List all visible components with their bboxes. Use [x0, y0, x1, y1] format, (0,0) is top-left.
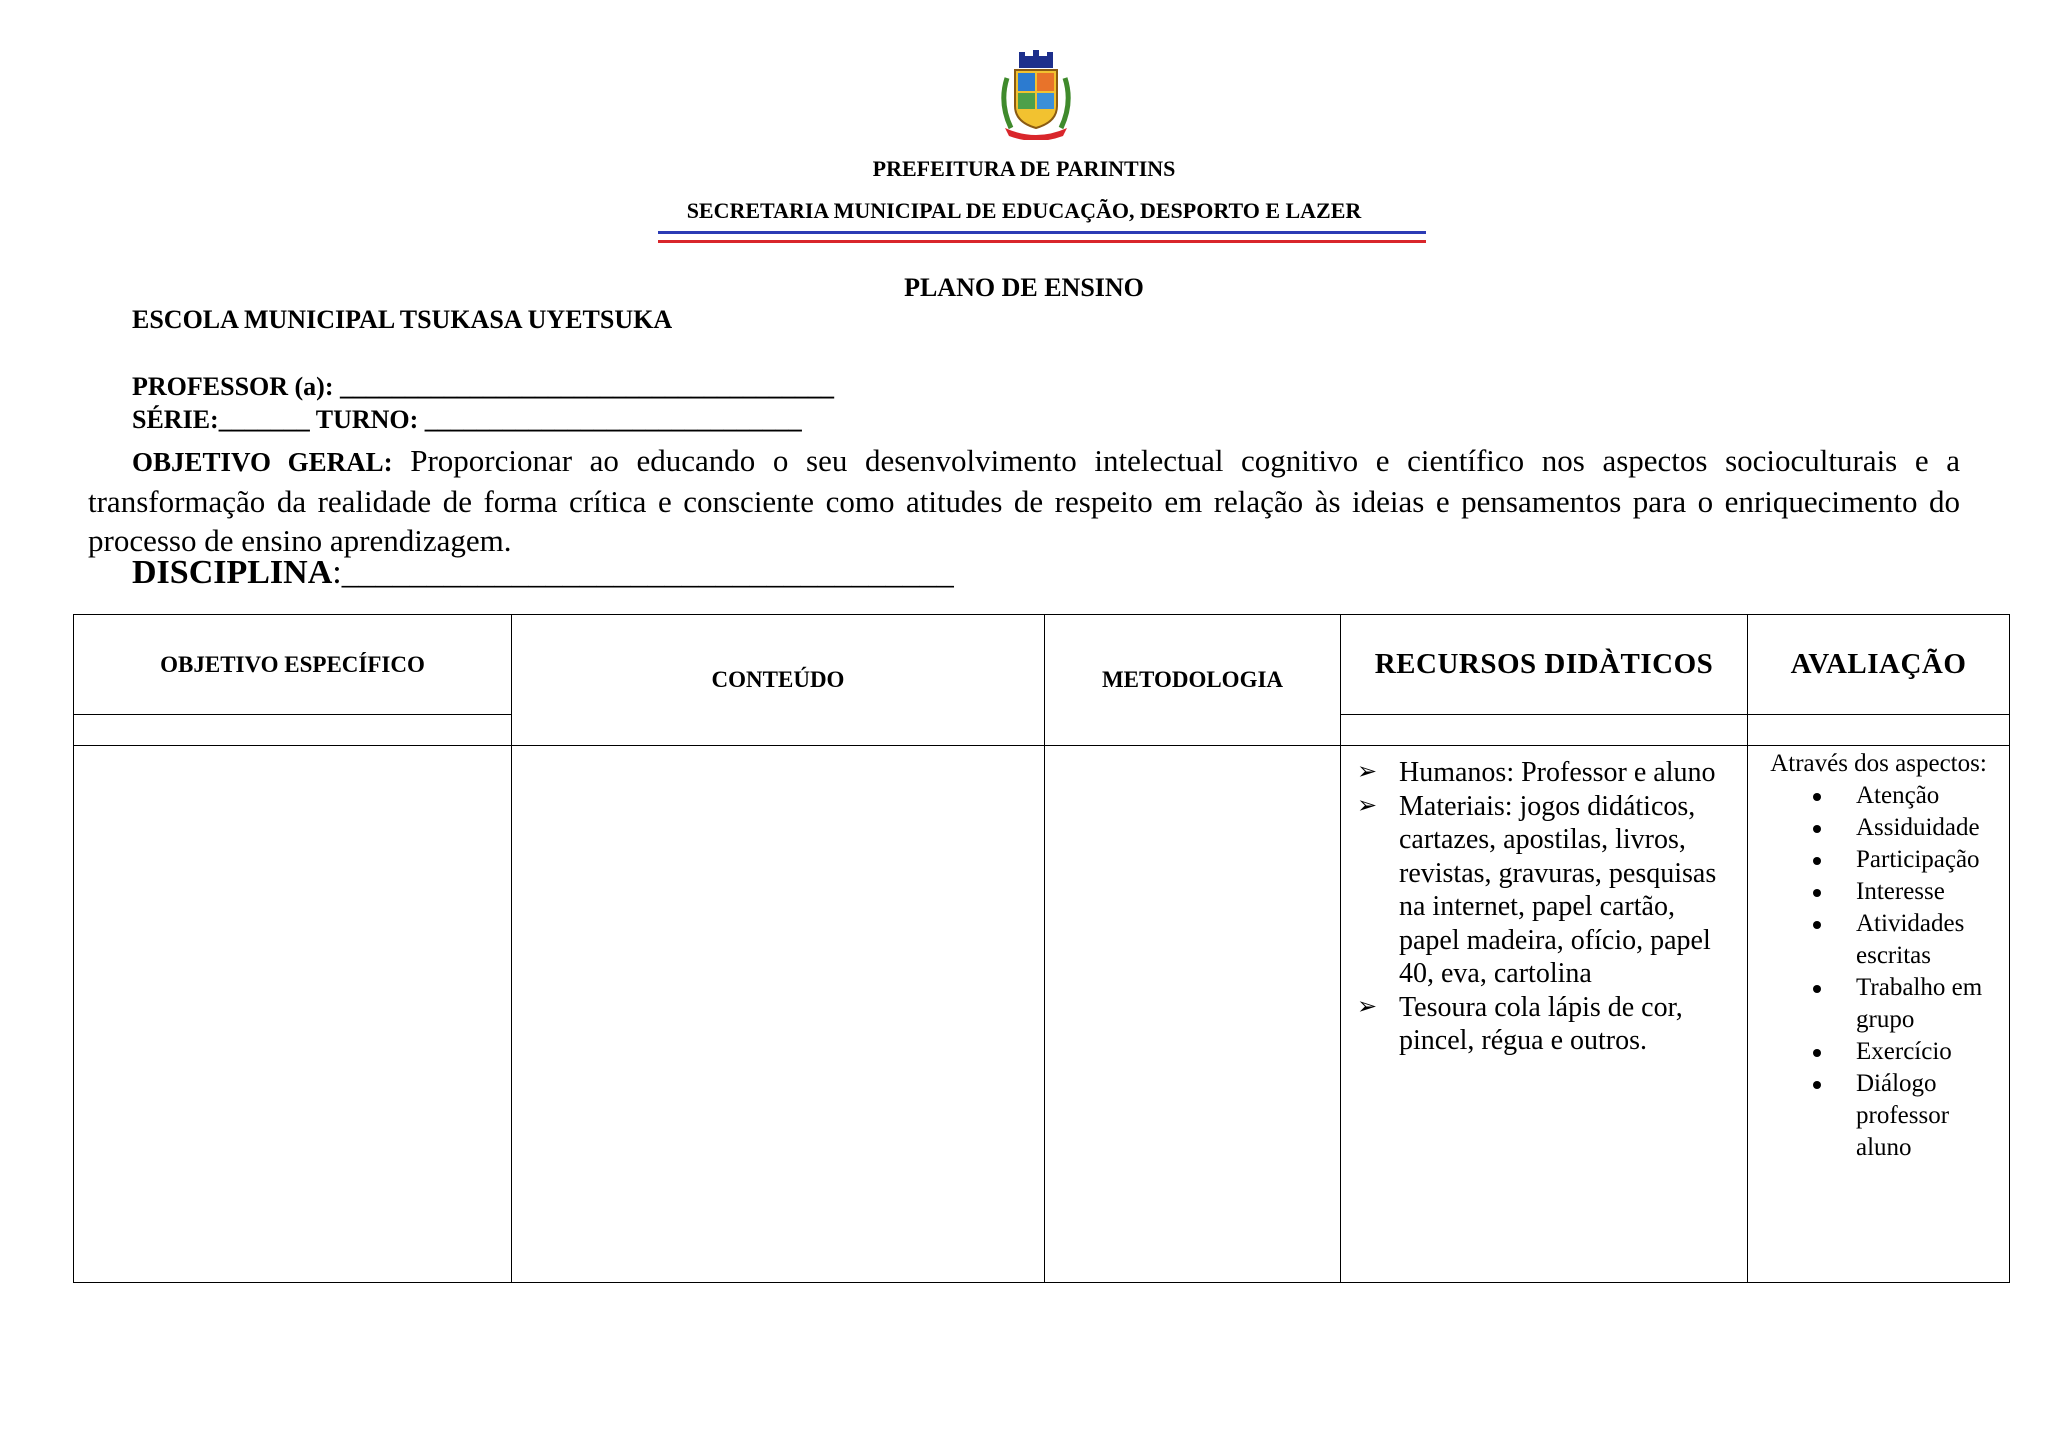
list-item-text: Participação	[1856, 846, 1980, 873]
list-item-text: Atividades escritas	[1856, 910, 1965, 969]
department-name: SECRETARIA MUNICIPAL DE EDUCAÇÃO, DESPORTO E LAZER	[686, 198, 1362, 223]
list-item	[1357, 790, 1729, 991]
serie-turno-field: SÉRIE:_______ TURNO: _____________________________	[132, 405, 802, 434]
metodologia-cell	[1045, 746, 1341, 1283]
discipline-blank: :____________________________________	[332, 554, 954, 591]
general-objective-label: OBJETIVO GERAL:	[132, 447, 393, 477]
objetivo-subheader-cell	[74, 715, 512, 746]
bullet-dot-icon	[1813, 921, 1821, 929]
list-item-text: Diálogo professor aluno	[1856, 1070, 1950, 1161]
avaliacao-list	[1748, 780, 2009, 1164]
arrow-bullet-icon: ➢	[1357, 993, 1378, 1020]
header-avaliacao: AVALIAÇÃO	[1748, 615, 2010, 715]
list-item-text: Atenção	[1856, 782, 1940, 809]
list-item	[1856, 780, 1999, 812]
header-recursos-didaticos: RECURSOS DIDÀTICOS	[1341, 615, 1748, 715]
list-item-text: Humanos: Professor e aluno	[1399, 757, 1716, 788]
recursos-list	[1341, 746, 1747, 1058]
list-item	[1357, 991, 1729, 1058]
avaliacao-cell	[1748, 746, 2010, 1283]
list-item	[1856, 876, 1999, 908]
header-rule-red	[658, 240, 1426, 243]
avaliacao-intro: Através dos aspectos:	[1770, 750, 1987, 777]
list-item	[1856, 1068, 1999, 1164]
list-item-text: Interesse	[1856, 878, 1945, 905]
bullet-dot-icon	[1813, 1049, 1821, 1057]
list-item	[1856, 812, 1999, 844]
arrow-bullet-icon: ➢	[1357, 759, 1378, 785]
coat-of-arms-icon	[997, 48, 1075, 140]
list-item-text: Assiduidade	[1856, 814, 1980, 841]
list-item	[1357, 756, 1729, 790]
list-item-text: Exercício	[1856, 1038, 1952, 1065]
list-item-text: Trabalho em grupo	[1856, 974, 1983, 1033]
objetivo-cell	[74, 746, 512, 1283]
general-objective	[88, 441, 1960, 560]
document-title: PLANO DE ENSINO	[904, 273, 1144, 302]
conteudo-cell	[512, 746, 1045, 1283]
bullet-dot-icon	[1813, 1081, 1821, 1089]
school-name: ESCOLA MUNICIPAL TSUKASA UYETSUKA	[132, 305, 673, 334]
recursos-cell	[1341, 746, 1748, 1283]
header-metodologia: METODOLOGIA	[1045, 615, 1341, 746]
arrow-bullet-icon: ➢	[1357, 792, 1378, 819]
header-objetivo-especifico: OBJETIVO ESPECÍFICO	[74, 615, 512, 715]
bullet-dot-icon	[1813, 985, 1821, 993]
bullet-dot-icon	[1813, 825, 1821, 833]
list-item	[1856, 908, 1999, 972]
professor-field: PROFESSOR (a): ______________________________________	[132, 372, 834, 401]
organization-name: PREFEITURA DE PARINTINS	[872, 156, 1176, 181]
bullet-dot-icon	[1813, 889, 1821, 897]
discipline-label: DISCIPLINA	[132, 554, 333, 591]
list-item	[1856, 1036, 1999, 1068]
bullet-dot-icon	[1813, 793, 1821, 801]
teaching-plan-table	[73, 614, 2010, 1283]
header-rule-blue	[658, 231, 1426, 234]
discipline-field	[132, 554, 954, 592]
header-conteudo: CONTEÚDO	[512, 615, 1045, 746]
list-item	[1856, 972, 1999, 1036]
recursos-subheader-cell	[1341, 715, 1748, 746]
list-item-text: Materiais: jogos didáticos, cartazes, apostilas, livros, revistas, gravuras, pesquisas na internet, papel cartão, papel madeira, ofício, papel 40, eva, cartolina	[1399, 790, 1717, 989]
bullet-dot-icon	[1813, 857, 1821, 865]
avaliacao-subheader-cell	[1748, 715, 2010, 746]
list-item-text: Tesoura cola lápis de cor, pincel, régua e outros.	[1399, 991, 1683, 1056]
list-item	[1856, 844, 1999, 876]
general-objective-text: Proporcionar ao educando o seu desenvolvimento intelectual cognitivo e científico nos aspectos socioculturais e a transformação da realidade de forma crítica e consciente como atitudes de respeito em relação às ideias e pensamentos para o enriquecimento do processo de ensino aprendizagem.	[88, 443, 1960, 558]
